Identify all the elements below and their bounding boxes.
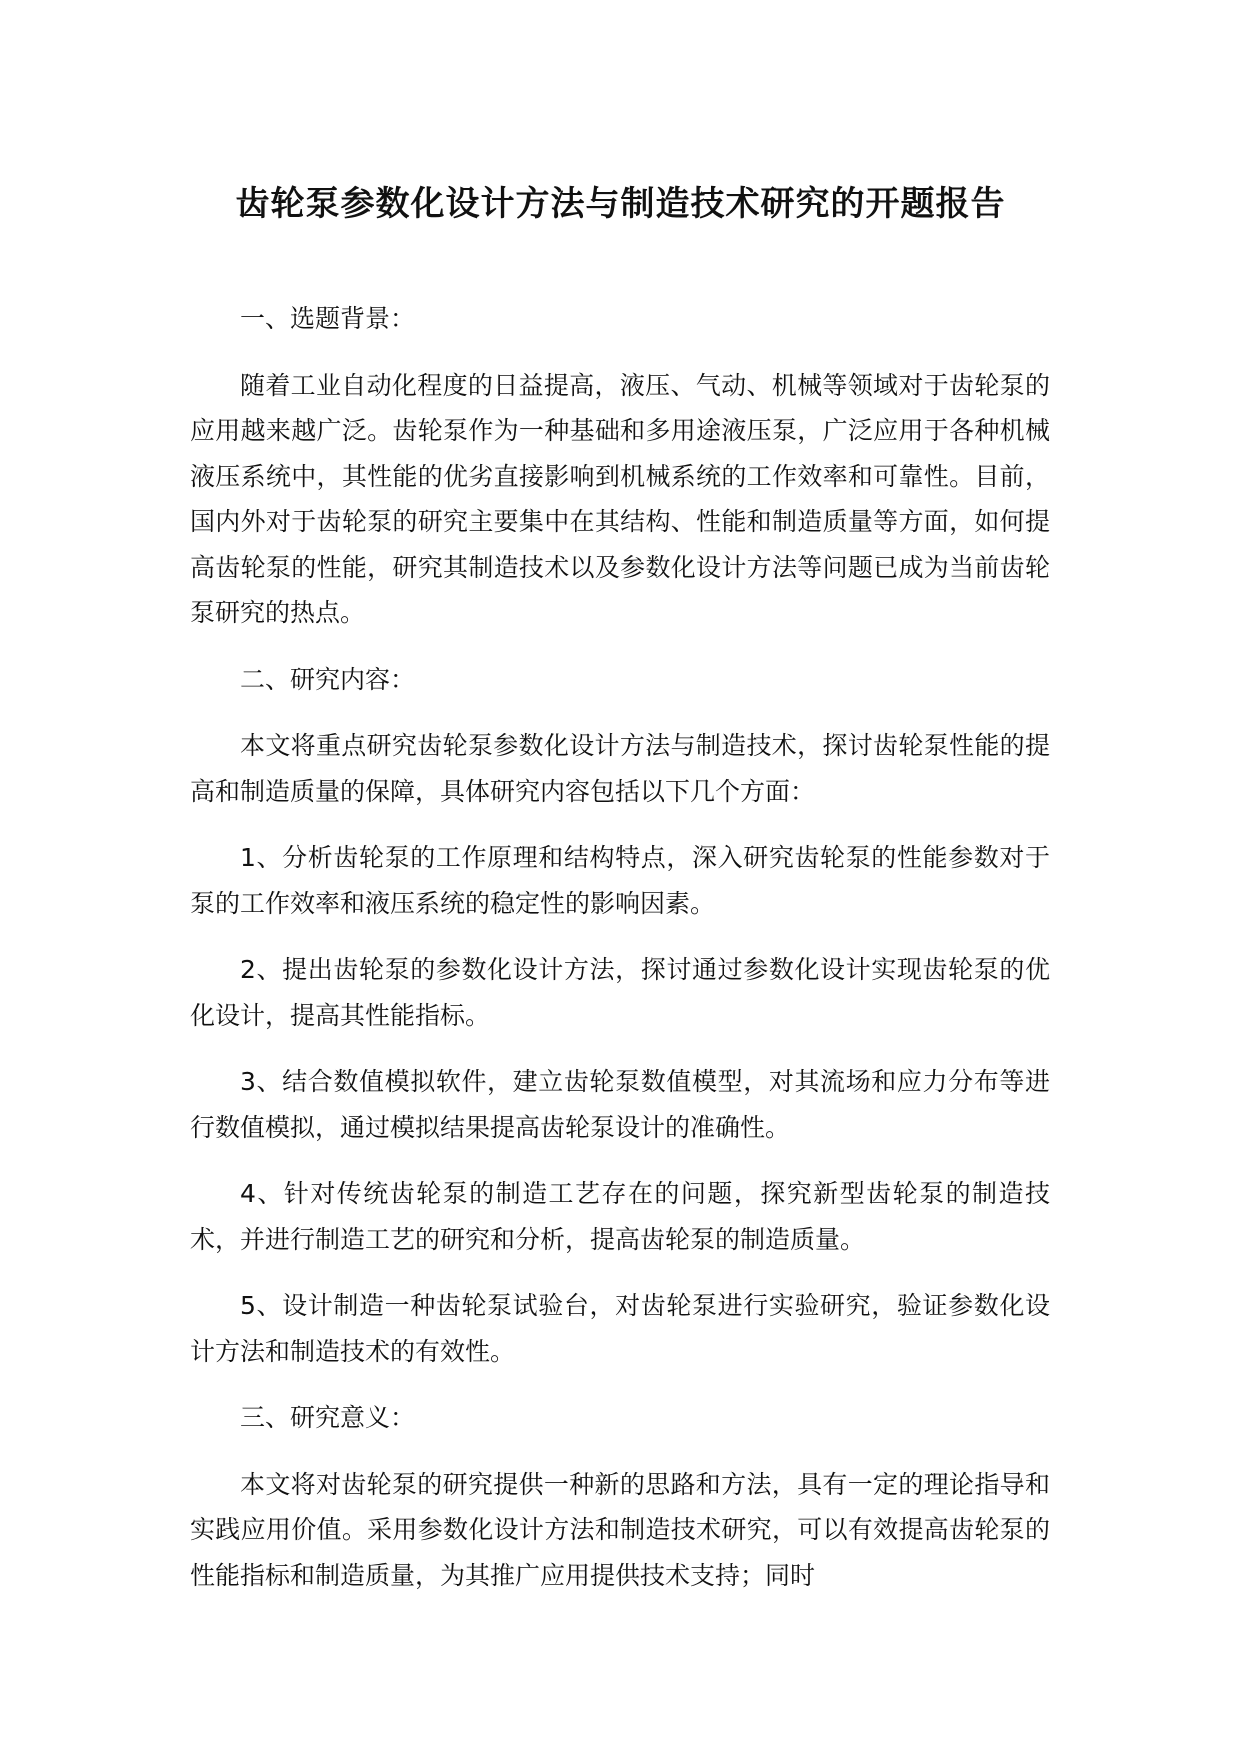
list-item-2: 2、提出齿轮泵的参数化设计方法，探讨通过参数化设计实现齿轮泵的优化设计，提高其性能指标。 — [190, 955, 1050, 1030]
document-title: 齿轮泵参数化设计方法与制造技术研究的开题报告 — [235, 184, 1006, 224]
list-item-4: 4、针对传统齿轮泵的制造工艺存在的问题，探究新型齿轮泵的制造技术，并进行制造工艺的研究和分析，提高齿轮泵的制造质量。 — [190, 1179, 1050, 1254]
paragraph-background: 随着工业自动化程度的日益提高，液压、气动、机械等领域对于齿轮泵的应用越来越广泛。齿轮泵作为一种基础和多用途液压泵，广泛应用于各种机械液压系统中，其性能的优劣直接影响到机械系统的工作效率和可靠性。目前，国内外对于齿轮泵的研究主要集中在其结构、性能和制造质量等方面，如何提高齿轮泵的性能，研究其制造技术以及参数化设计方法等问题已成为当前齿轮泵研究的热点。 — [190, 370, 1050, 627]
document-body — [190, 296, 1050, 1619]
paragraph-significance: 本文将对齿轮泵的研究提供一种新的思路和方法，具有一定的理论指导和实践应用价值。采用参数化设计方法和制造技术研究，可以有效提高齿轮泵的性能指标和制造质量，为其推广应用提供技术支持；同时 — [190, 1469, 1050, 1590]
list-item-3: 3、结合数值模拟软件，建立齿轮泵数值模型，对其流场和应力分布等进行数值模拟，通过模拟结果提高齿轮泵设计的准确性。 — [190, 1067, 1050, 1142]
list-item-5: 5、设计制造一种齿轮泵试验台，对齿轮泵进行实验研究，验证参数化设计方法和制造技术的有效性。 — [190, 1291, 1050, 1366]
section-heading-significance: 三、研究意义： — [240, 1403, 416, 1432]
paragraph-content-intro: 本文将重点研究齿轮泵参数化设计方法与制造技术，探讨齿轮泵性能的提高和制造质量的保障，具体研究内容包括以下几个方面： — [190, 731, 1050, 806]
section-heading-content: 二、研究内容： — [240, 664, 416, 694]
list-item-1: 1、分析齿轮泵的工作原理和结构特点，深入研究齿轮泵的性能参数对于泵的工作效率和液压系统的稳定性的影响因素。 — [190, 843, 1050, 918]
section-heading-background: 一、选题背景： — [240, 304, 416, 333]
